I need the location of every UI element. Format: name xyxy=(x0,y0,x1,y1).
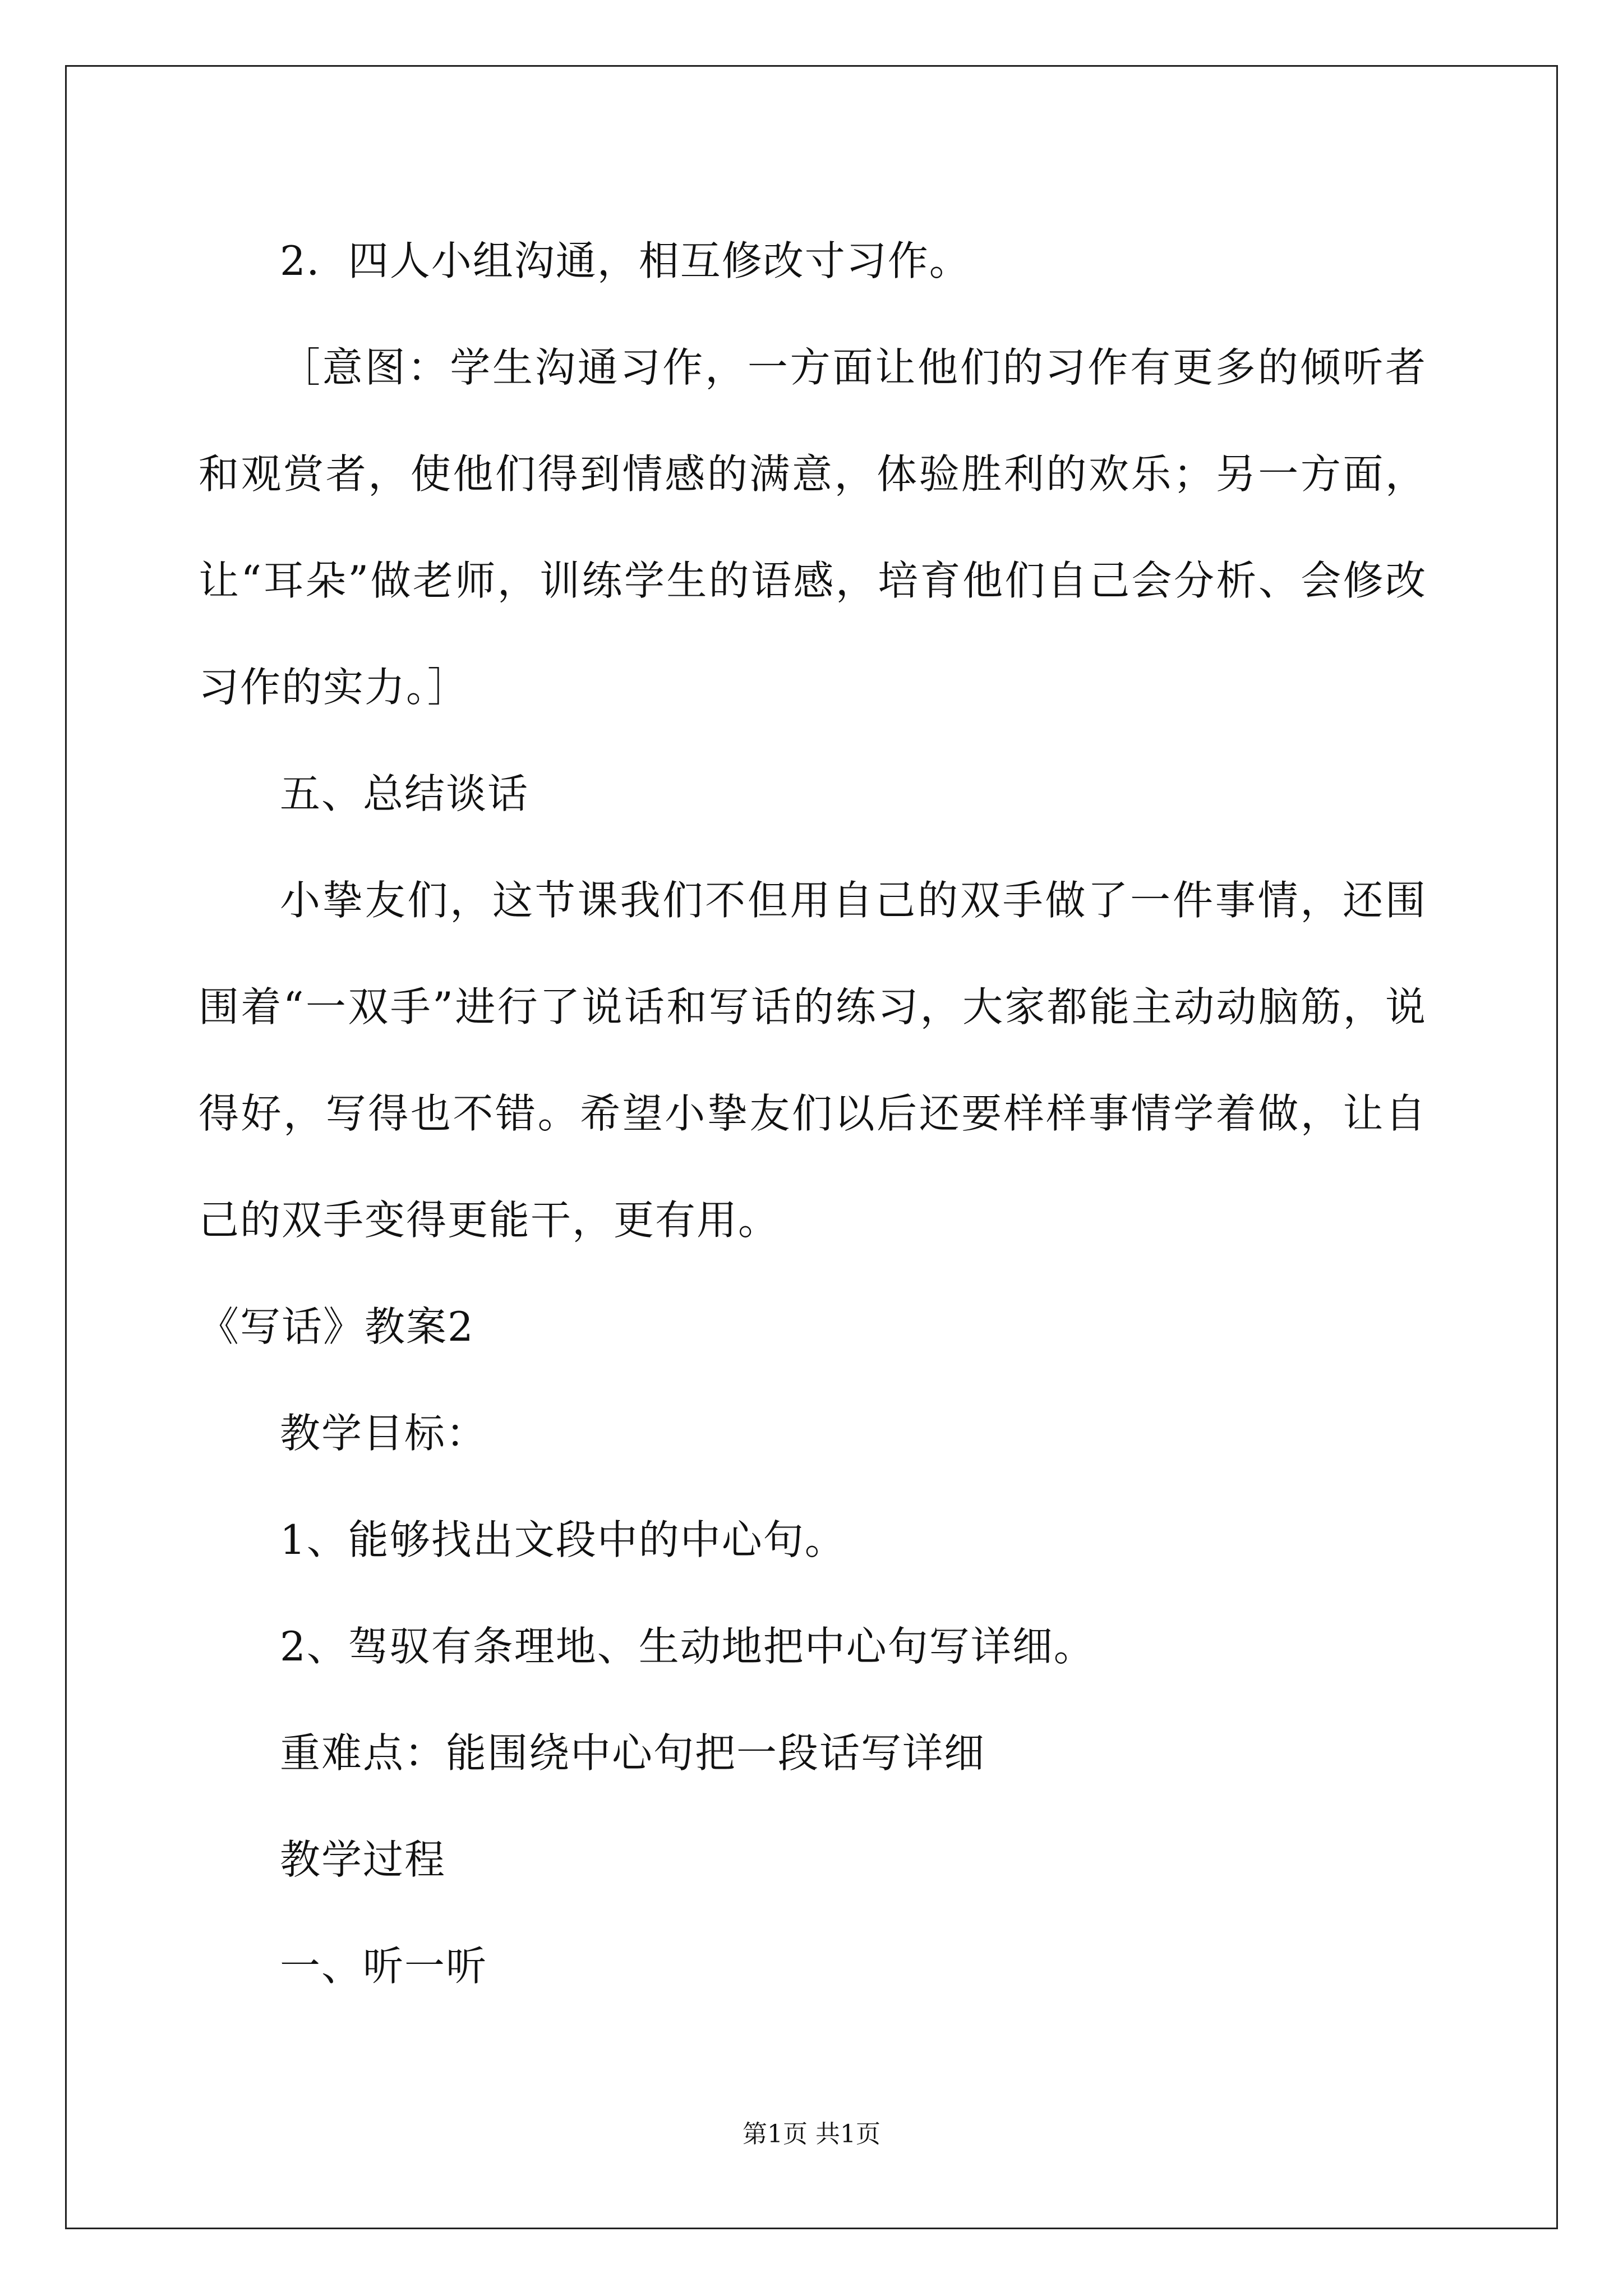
page-footer: 第1页 共1页 xyxy=(743,2120,880,2148)
teaching-process-label: 教学过程 xyxy=(280,1836,446,1883)
step-listen: 一、听一听 xyxy=(280,1943,488,1990)
teaching-goals-label: 教学目标： xyxy=(280,1410,488,1457)
paragraph-summary: 小挚友们，这节课我们不但用自己的双手做了一件事情，还围围着“一双手”进行了说话和写话的练习，大家都能主动动脑筋，说得好，写得也不错。希望小挚友们以后还要样样事情学着做，让自己的双手变得更能干，更有用。 xyxy=(199,877,1427,1244)
goal-item-1: 1、能够找出文段中的中心句。 xyxy=(280,1516,846,1563)
paragraph-intent: ［意图：学生沟通习作，一方面让他们的习作有更多的倾听者和观赏者，使他们得到情感的满意，体验胜利的欢乐；另一方面，让“耳朵”做老师，训练学生的语感，培育他们自己会分析、会修改习作的实力。］ xyxy=(199,344,1427,711)
lesson-plan-title: 《写话》教案2 xyxy=(199,1303,474,1350)
document-body xyxy=(199,208,1427,2019)
paragraph-step-2: 2．四人小组沟通，相互修改寸习作。 xyxy=(280,237,971,284)
goal-item-2: 2、驾驭有条理地、生动地把中心句写详细。 xyxy=(280,1623,1095,1670)
section-heading-summary: 五、总结谈话 xyxy=(280,770,529,817)
key-difficulty: 重难点：能围绕中心句把一段话写详细 xyxy=(280,1729,986,1777)
